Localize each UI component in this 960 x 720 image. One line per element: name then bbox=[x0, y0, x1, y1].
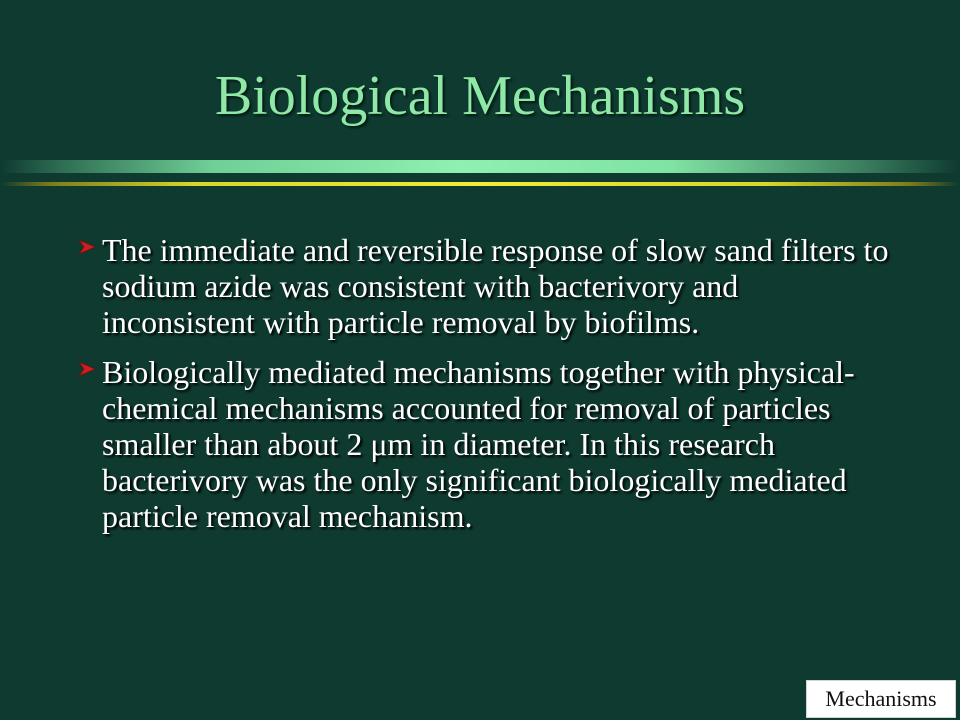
footer-label: Mechanisms bbox=[825, 686, 937, 711]
title-divider-green bbox=[0, 160, 960, 173]
arrowhead-bullet-icon bbox=[78, 236, 96, 258]
footer-section-tag bbox=[806, 680, 956, 718]
bullet-text: Biologically mediated mechanisms together with physical-chemical mechanisms accounted for removal of particles smaller than about 2 μm in diameter. In this research bacterivory was the only significant biologically mediated particle removal mechanism. bbox=[102, 354, 855, 534]
bullet-item bbox=[78, 232, 898, 340]
slide-title: Biological Mechanisms bbox=[214, 65, 746, 127]
arrowhead-bullet-icon bbox=[78, 358, 96, 380]
bullet-item bbox=[78, 354, 898, 534]
title-divider-yellow bbox=[0, 182, 960, 186]
bullet-list bbox=[78, 232, 898, 548]
bullet-text: The immediate and reversible response of slow sand filters to sodium azide was consistent with bacterivory and inconsistent with particle removal by biofilms. bbox=[102, 232, 889, 340]
